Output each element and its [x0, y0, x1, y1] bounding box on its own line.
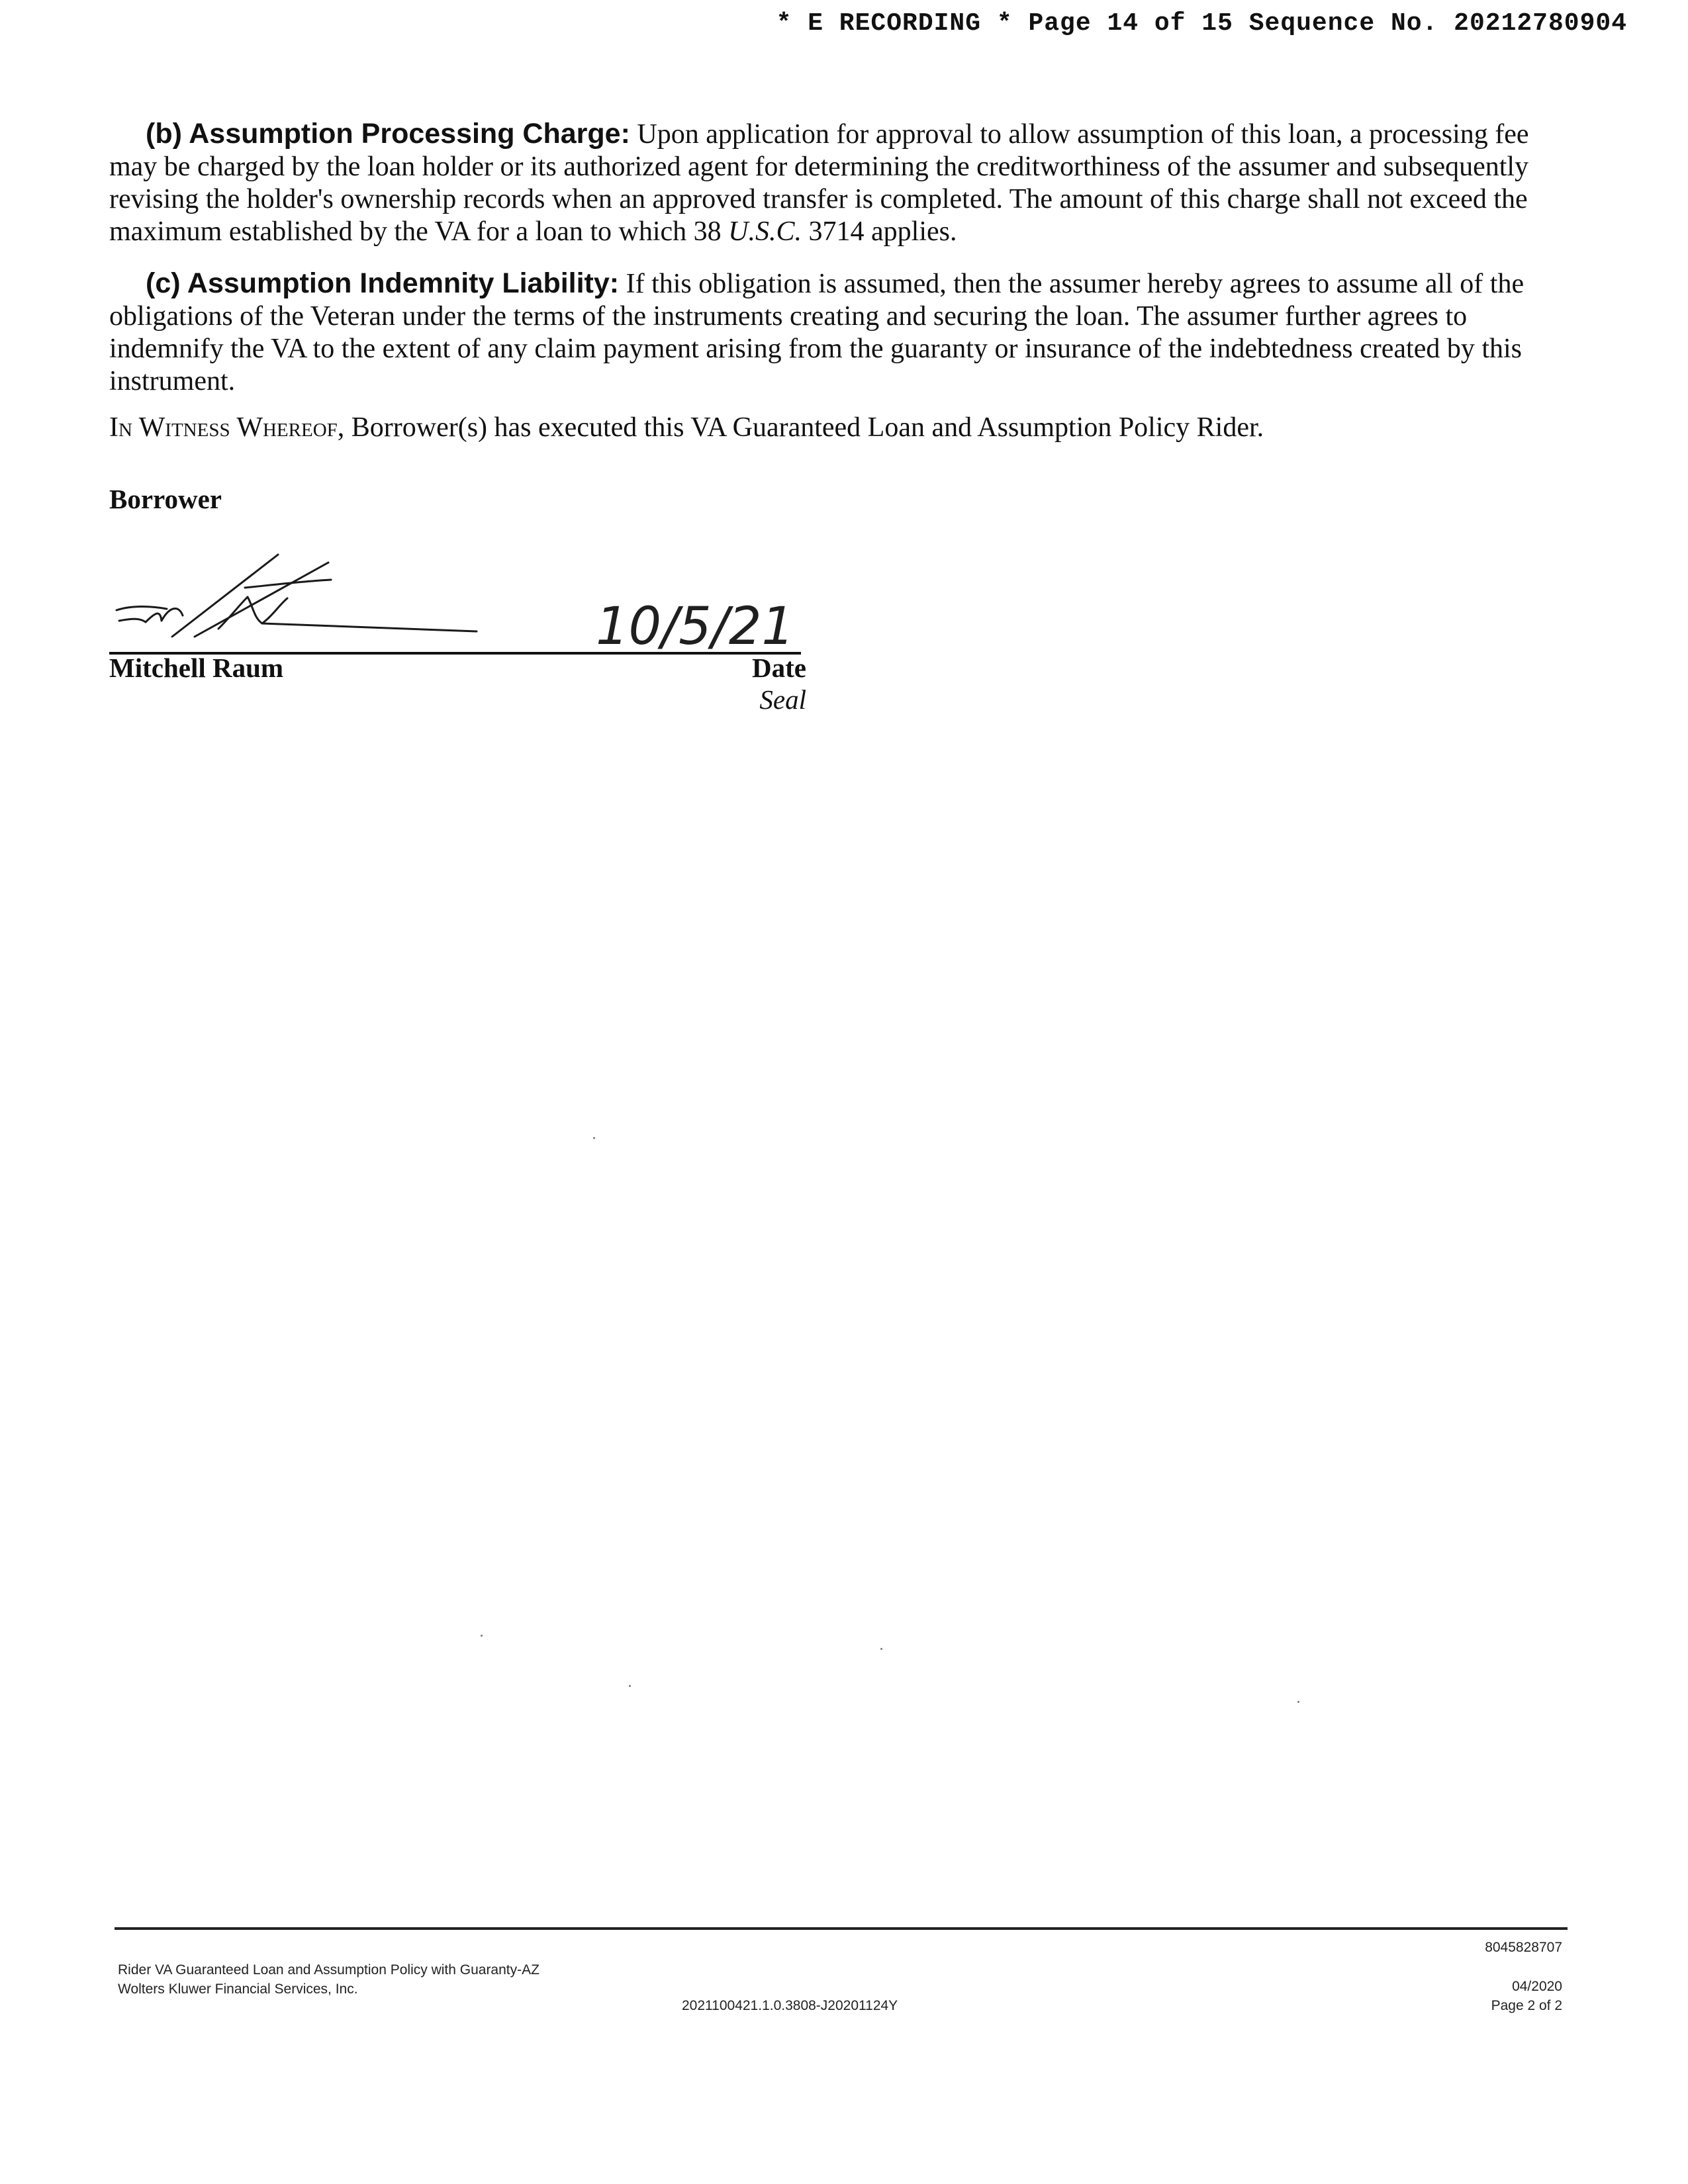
scan-speck [481, 1635, 483, 1637]
witness-lead: In Witness Whereof, [109, 412, 345, 443]
section-b-heading: (b) Assumption Processing Charge: [146, 118, 630, 150]
seal-label: Seal [759, 684, 806, 715]
footer-left [118, 1960, 539, 1999]
footer-right [1491, 1977, 1562, 2015]
section-c-paragraph [109, 267, 1552, 398]
section-c-text: If this obligation is assumed, then the assumer hereby agrees to assume all of the obligations of the Veteran under the terms of the instruments creating and securing the loan. The assumer further agrees to indemnify the VA to the extent of any claim payment arising from the guaranty or insurance of the indebtedness created by this instrument. [109, 269, 1524, 396]
footer-form-number: 8045828707 [1485, 1940, 1562, 1955]
scan-speck [1297, 1701, 1299, 1703]
borrower-signature [106, 549, 516, 649]
footer-rule [115, 1927, 1568, 1930]
handwritten-date-text: 10/5/21 [596, 597, 794, 657]
witness-paragraph [109, 412, 1552, 444]
scan-speck [629, 1685, 631, 1687]
scan-speck [593, 1137, 595, 1139]
footer-form-title: Rider VA Guaranteed Loan and Assumption Policy with Guaranty-AZ [118, 1962, 539, 1978]
witness-text: Borrower(s) has executed this VA Guaranteed Loan and Assumption Policy Rider. [351, 412, 1264, 443]
footer-publisher: Wolters Kluwer Financial Services, Inc. [118, 1981, 358, 1997]
section-c-heading: (c) Assumption Indemnity Liability: [146, 267, 620, 299]
section-b-citation: U.S.C. [728, 216, 802, 247]
section-b-text: Upon application for approval to allow assumption of this loan, a processing fee may be charged by the loan holder or its authorized agent for determining the creditworthiness of the assumer and subsequently revising the holder's ownership records when an approved transfer is completed. The amount of this charge shall not exceed the maximum established by the VA for a loan to which 38 [109, 119, 1529, 247]
scan-speck [880, 1648, 882, 1650]
borrower-label: Borrower [109, 484, 222, 514]
section-b-text-end: 3714 applies. [808, 216, 957, 247]
recording-header: * E RECORDING * Page 14 of 15 Sequence No. 20212780904 [776, 9, 1627, 38]
date-label: Date [752, 653, 806, 683]
section-b-paragraph [109, 118, 1552, 248]
footer-document-code: 2021100421.1.0.3808-J20201124Y [682, 1998, 898, 2013]
signer-name: Mitchell Raum [109, 653, 284, 683]
footer-page-indicator: Page 2 of 2 [1491, 1998, 1562, 2013]
footer-revision-date: 04/2020 [1512, 1979, 1562, 1994]
